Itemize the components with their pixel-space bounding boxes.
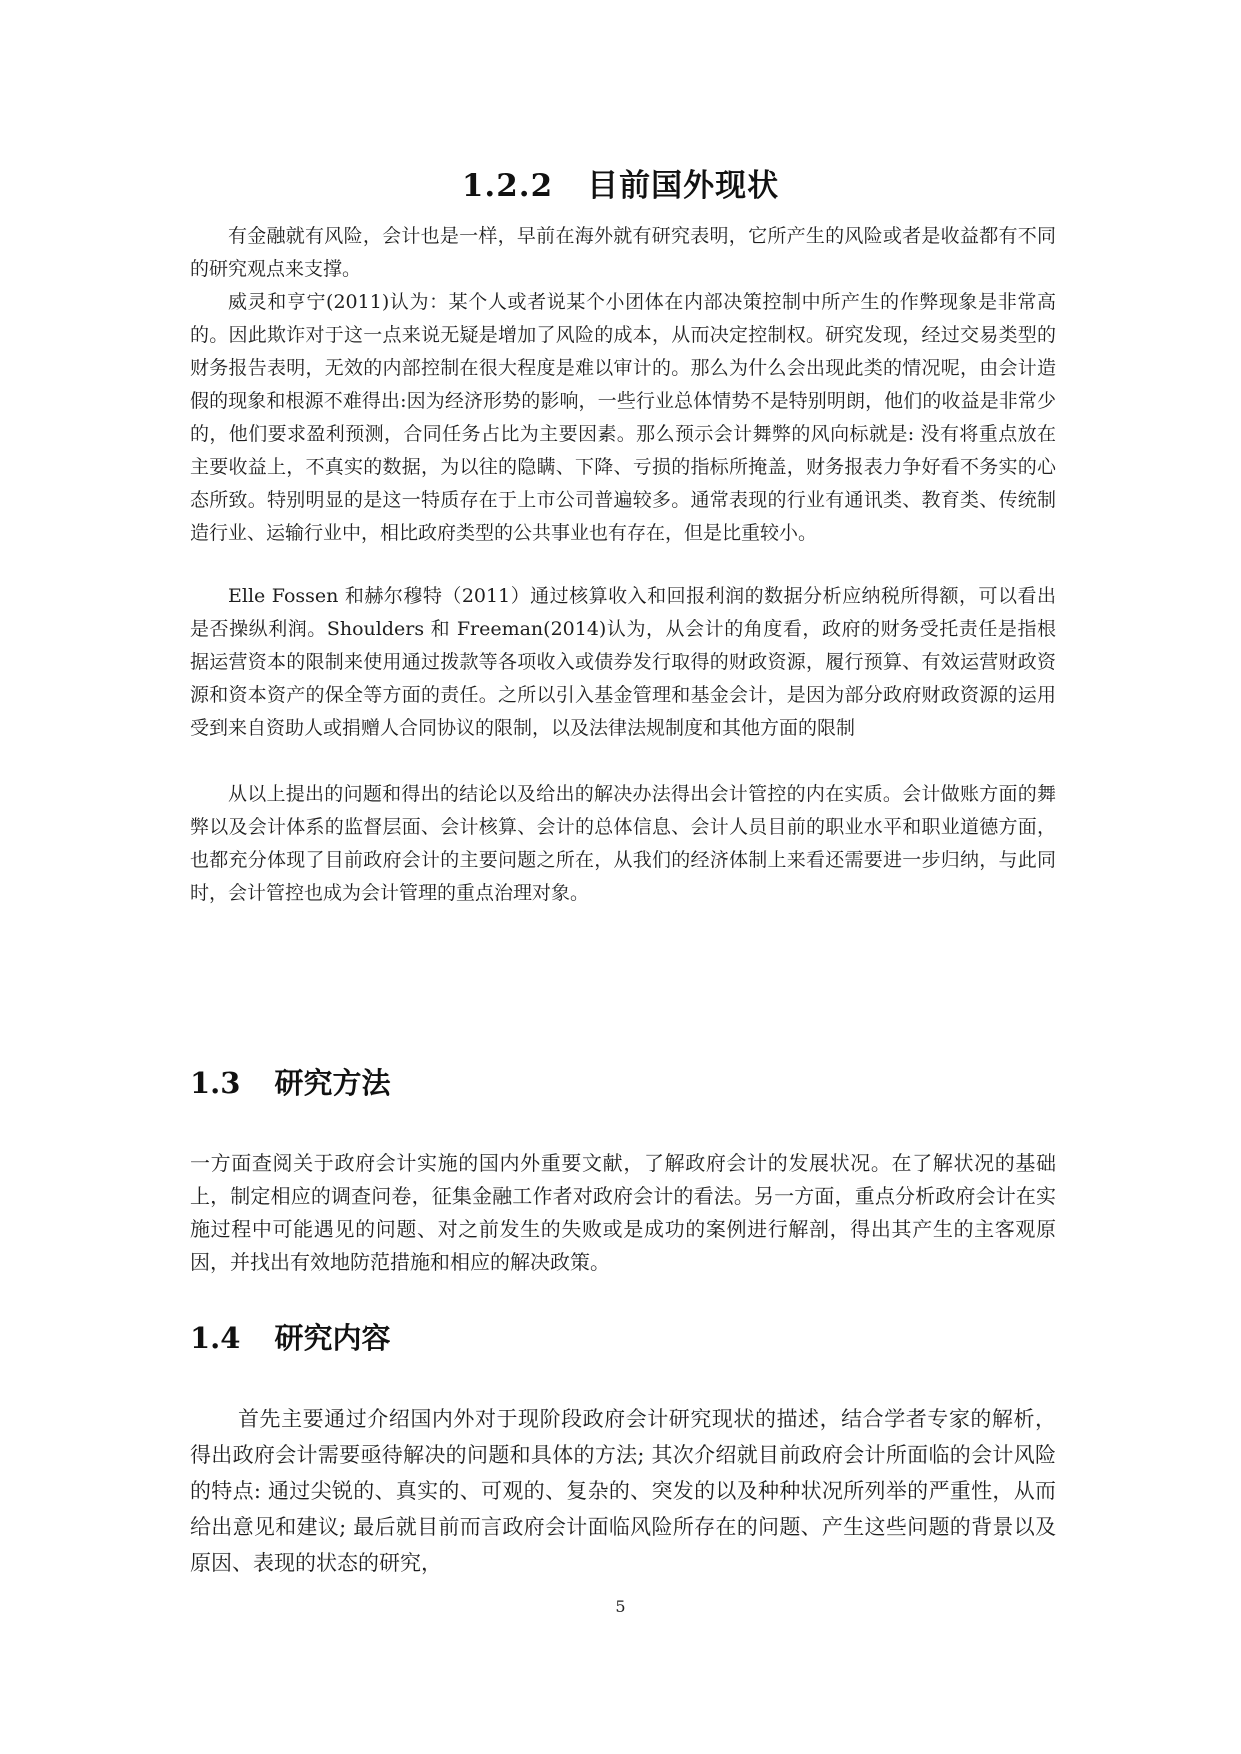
paragraph: 威灵和亨宁(2011)认为：某个人或者说某个小团体在内部决策控制中所产生的作弊现象是非常高的。因此欺诈对于这一点来说无疑是增加了风险的成本，从而决定控制权。研究发现，经过交易类型的财务报告表明，无效的内部控制在很大程度是难以审计的。那么为什么会出现此类的情况呢，由会计造假的现象和根源不难得出:因为经济形势的影响，一些行业总体情势不是特别明朗，他们的收益是非常少的，他们要求盈利预测，合同任务占比为主要因素。那么预示会计舞弊的风向标就是: 没有将重点放在主要收益上，不真实的数据，为以往的隐瞒、下降、亏损的指标所掩盖，财务报表力争好看不务实的心态所致。特别明显的是这一特质存在于上市公司普遍较多。通常表现的行业有通讯类、教育类、传统制造行业、运输行业中，相比政府类型的公共事业也有存在，但是比重较小。 <box>190 291 1056 544</box>
paragraph: Elle Fossen 和赫尔穆特（2011）通过核算收入和回报利润的数据分析应纳税所得额，可以看出是否操纵利润。Shoulders 和 Freeman(2014)认为，从会计的角度看，政府的财务受托责任是指根据运营资本的限制来使用通过拨款等各项收入或债券发行取得的财政资源，履行预算、有效运营财政资源和资本资产的保全等方面的责任。之所以引入基金管理和基金会计，是因为部分政府财政资源的运用受到来自资助人或捐赠人合同协议的限制，以及法律法规制度和其他方面的限制 <box>190 585 1056 739</box>
section-heading-1-2-2 <box>0 160 1241 205</box>
paragraph: 从以上提出的问题和得出的结论以及给出的解决办法得出会计管控的内在实质。会计做账方面的舞弊以及会计体系的监督层面、会计核算、会计的总体信息、会计人员目前的职业水平和职业道德方面，也都充分体现了目前政府会计的主要问题之所在，从我们的经济体制上来看还需要进一步归纳，与此同时，会计管控也成为会计管理的重点治理对象。 <box>190 783 1056 904</box>
paragraph: 有金融就有风险，会计也是一样，早前在海外就有研究表明，它所产生的风险或者是收益都有不同的研究观点来支撑。 <box>190 225 1056 280</box>
paragraph: 首先主要通过介绍国内外对于现阶段政府会计研究现状的描述，结合学者专家的解析，得出政府会计需要亟待解决的问题和具体的方法; 其次介绍就目前政府会计所面临的会计风险的特点: 通过尖锐的、真实的、可观的、复杂的、突发的以及种种状况所列举的严重性，从而给出意见和建议; 最后就目前而言政府会计面临风险所存在的问题、产生这些问题的背景以及原因、表现的状态的研究， <box>190 1407 1056 1575</box>
section-title: 研究内容 <box>274 1321 391 1355</box>
section-number: 1.3 <box>190 1066 241 1100</box>
section-heading-1-3 <box>190 1061 390 1102</box>
paragraph: 一方面查阅关于政府会计实施的国内外重要文献，了解政府会计的发展状况。在了解状况的基础上，制定相应的调查问卷，征集金融工作者对政府会计的看法。另一方面，重点分析政府会计在实施过程中可能遇见的问题、对之前发生的失败或是成功的案例进行解剖，得出其产生的主客观原因，并找出有效地防范措施和相应的解决政策。 <box>190 1151 1056 1274</box>
section-title: 研究方法 <box>274 1066 391 1100</box>
section-number: 1.4 <box>190 1321 241 1355</box>
section-title: 目前国外现状 <box>587 168 780 204</box>
section-heading-1-4 <box>190 1316 390 1357</box>
section-number: 1.2.2 <box>461 168 554 204</box>
page-number: 5 <box>615 1597 626 1616</box>
